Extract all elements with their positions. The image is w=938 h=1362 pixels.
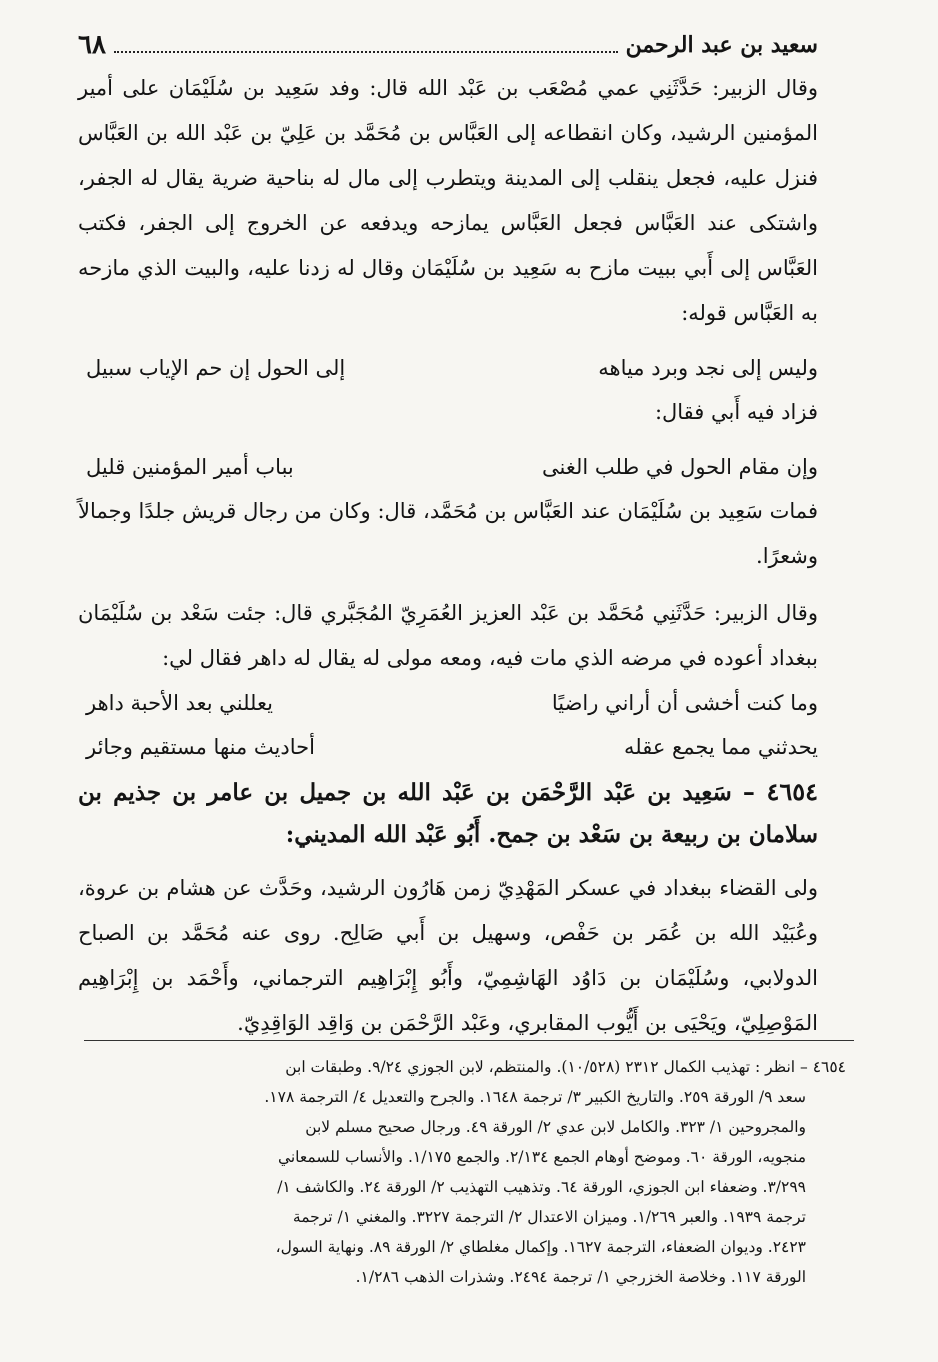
entry-number: ٤٦٥٤ – [742,777,818,806]
verse-1 [78,346,818,390]
verse-2-second-hemistich: بباب أمير المؤمنين قليل [86,455,294,479]
verse-2 [78,445,818,489]
footnote-separator [84,1040,854,1041]
entry-heading [78,771,818,856]
header-dotted-rule [114,51,618,53]
paragraph-5: ولى القضاء ببغداد في عسكر المَهْدِيّ زمن هَارُون الرشيد، وحَدَّث عن هشام بن عروة، وعُبَيْد الله بن عُمَر بن حَفْص، وسهيل بن أَبي صَالِح. روى عنه مُحَمَّد بن الصباح الدولابي، وسُلَيْمَان بن دَاوُد الهَاشِمِيّ، وأَبُو إِبْرَاهِيم الترجماني، وأَحْمَد بن إِبْرَاهِيم المَوْصِلِيّ، ويَحْيَى بن أَيُّوب المقابري، وعَبْد الرَّحْمَن بن وَاقِد الوَاقِدِيّ. [78,876,818,1035]
running-title: سعيد بن عبد الرحمن [625,32,818,58]
entry-heading-text: سَعِيد بن عَبْد الرَّحْمَن بن عَبْد الله بن جميل بن عامر بن جذيم بن سلامان بن ربيعة بن سَعْد بن جمح. أَبُو عَبْد الله المديني: [78,779,818,848]
verse-3-second-hemistich: يعللني بعد الأحبة داهر [86,691,273,715]
page-number: ٦٨ [78,30,106,60]
verse-1-second-hemistich: إلى الحول إن حم الإياب سبيل [86,356,346,380]
footnote-line: ترجمة ١٩٣٩. والعبر ١/٢٦٩. وميزان الاعتدال ٢/ الترجمة ٣٢٢٧. والمغني ١/ ترجمة [292,1208,806,1226]
paragraph-3: فمات سَعِيد بن سُلَيْمَان عند العَبَّاس بن مُحَمَّد، قال: وكان من رجال قريش جلدًا وجمالاً وشعرًا. [78,499,818,568]
verse-4 [78,725,818,769]
verse-3-first-hemistich: وما كنت أخشى أن أراني راضيًا [551,691,818,715]
running-header [78,26,818,62]
paragraph-2: فزاد فيه أَبي فقال: [654,400,818,424]
footnote-line: الورقة ١١٧. وخلاصة الخزرجي ١/ ترجمة ٢٤٩٤. وشذرات الذهب ١/٢٨٦. [355,1268,806,1286]
footnote-line: سعد ٩/ الورقة ٢٥٩. والتاريخ الكبير ٣/ ترجمة ١٦٤٨. والجرح والتعديل ٤/ الترجمة ١٧٨. [264,1088,806,1106]
verse-4-first-hemistich: يحدثني مما يجمع عقله [623,735,818,759]
footnote-line: منجويه، الورقة ٦٠. وموضح أوهام الجمع ٢/١٣٤. والجمع ١/١٧٥. والأنساب للسمعاني [277,1148,806,1166]
verse-1-first-hemistich: وليس إلى نجد وبرد مياهه [598,356,818,380]
footnote [84,1052,846,1292]
paragraph-4: وقال الزبير: حَدَّثَنِي مُحَمَّد بن عَبْد العزيز العُمَرِيّ المُجَبَّري قال: جئت سَعْد بن سُلَيْمَان ببغداد أعوده في مرضه الذي مات فيه، ومعه مولى له يقال له داهر فقال لي: [78,601,818,670]
footnote-line: ٣/٢٩٩. وضعفاء ابن الجوزي، الورقة ٦٤. وتذهيب التهذيب ٢/ الورقة ٢٤. والكاشف ١/ [277,1178,806,1196]
paragraph-1: وقال الزبير: حَدَّثَنِي عمي مُصْعَب بن عَبْد الله قال: وفد سَعِيد بن سُلَيْمَان على أمير المؤمنين الرشيد، وكان انقطاعه إلى العَبَّاس بن مُحَمَّد بن عَلِيّ بن عَبْد الله بن العَبَّاس فنزل عليه، فجعل ينقلب إلى المدينة ويتطرب إلى مال له بناحية ضرية يقال له الجفر، واشتكى عند العَبَّاس فجعل العَبَّاس يمازحه ويدفعه عن الخروج إلى الجفر، فكتب العَبَّاس إلى أَبي ببيت مازح به سَعِيد بن سُلَيْمَان وقال له زدنا عليه، والبيت الذي مازحه به العَبَّاس قوله: [78,76,818,325]
footnote-line: ٤٦٥٤ – انظر : تهذيب الكمال ٢٣١٢ (١٠/٥٢٨). والمنتظم، لابن الجوزي ٩/٢٤. وطبقات ابن [285,1058,846,1076]
footnote-line: والمجروحين ١/ ٣٢٣. والكامل لابن عدي ٢/ الورقة ٤٩. ورجال صحيح مسلم لابن [305,1118,806,1136]
verse-4-second-hemistich: أحاديث منها مستقيم وجائر [86,735,315,759]
verse-2-first-hemistich: وإن مقام الحول في طلب الغنى [542,455,818,479]
verse-3 [78,681,818,725]
footnote-line: ٢٤٢٣. وديوان الضعفاء، الترجمة ١٦٢٧. وإكمال مغلطاي ٢/ الورقة ٨٩. ونهاية السول، [275,1238,806,1256]
